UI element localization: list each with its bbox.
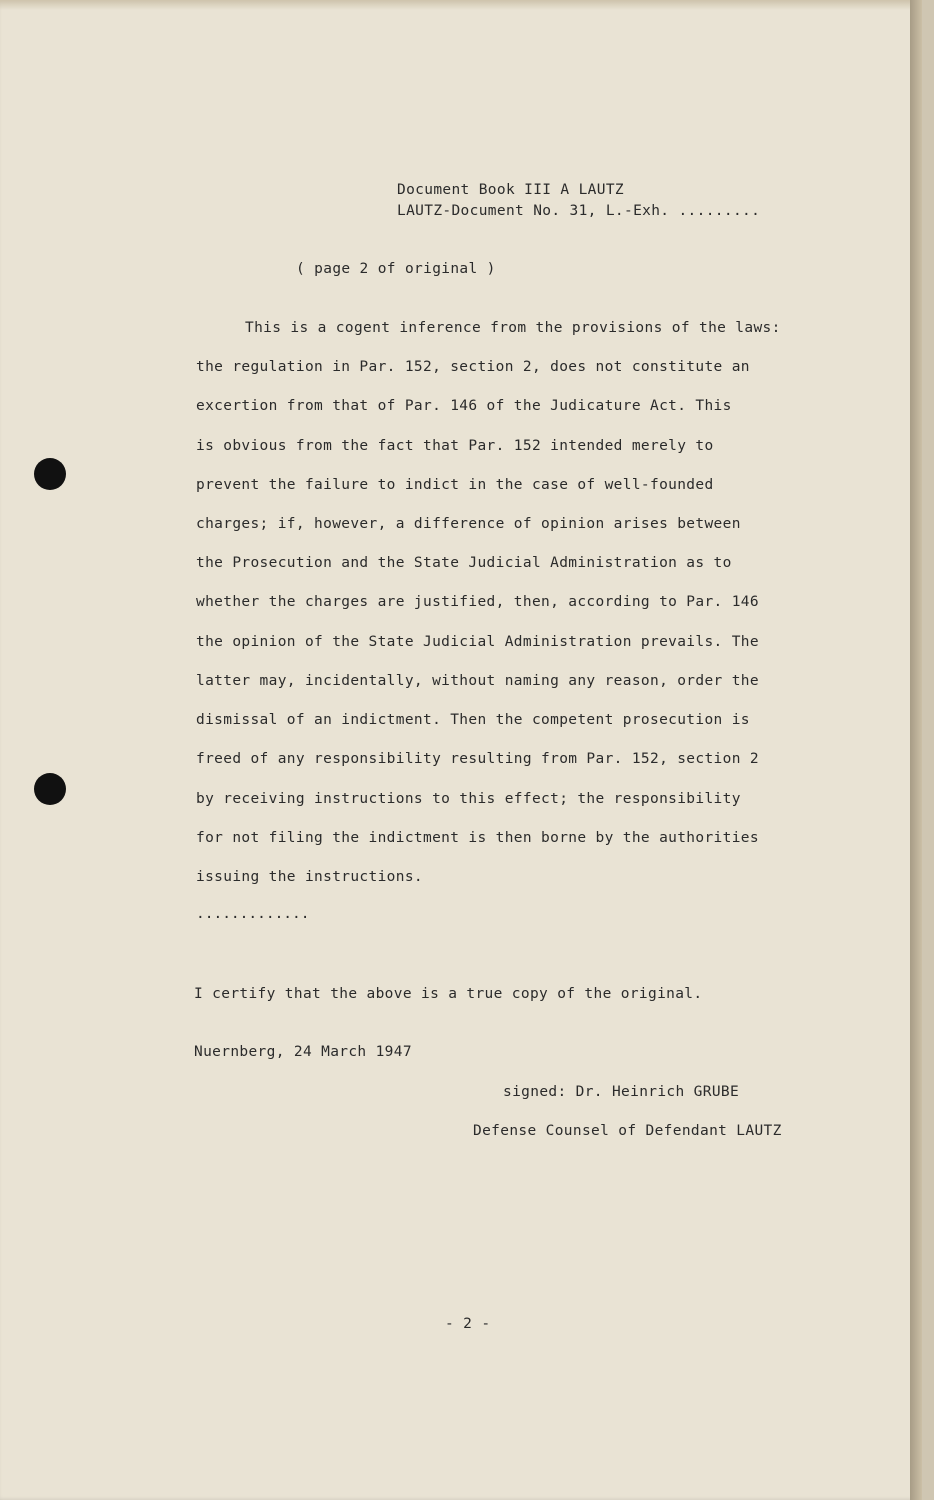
body-line: excertion from that of Par. 146 of the Judicature Act. This — [196, 398, 732, 414]
body-line: This is a cogent inference from the provisions of the laws: — [245, 320, 781, 336]
body-line: latter may, incidentally, without naming any reason, order the — [196, 673, 759, 689]
certification-statement: I certify that the above is a true copy of the original. — [194, 986, 703, 1002]
body-line: dismissal of an indictment. Then the competent prosecution is — [196, 712, 750, 728]
body-line: charges; if, however, a difference of opinion arises between — [196, 516, 741, 532]
body-line: whether the charges are justified, then, according to Par. 146 — [196, 594, 759, 610]
body-line: the Prosecution and the State Judicial Administration as to — [196, 555, 732, 571]
signer-title: Defense Counsel of Defendant LAUTZ — [473, 1123, 782, 1139]
body-line: issuing the instructions. — [196, 869, 423, 885]
signature-line: signed: Dr. Heinrich GRUBE — [503, 1084, 740, 1100]
page-right-edge — [910, 0, 922, 1500]
page-reference: ( page 2 of original ) — [296, 261, 496, 277]
punch-hole-bottom — [34, 773, 66, 805]
body-line: prevent the failure to indict in the case of well-founded — [196, 477, 714, 493]
body-line: by receiving instructions to this effect; the responsibility — [196, 791, 741, 807]
body-line: is obvious from the fact that Par. 152 intended merely to — [196, 438, 714, 454]
body-line: for not filing the indictment is then borne by the authorities — [196, 830, 759, 846]
punch-hole-top — [34, 458, 66, 490]
body-line: the opinion of the State Judicial Administration prevails. The — [196, 634, 759, 650]
ellipsis-separator: ............. — [196, 906, 310, 922]
header-line-1: Document Book III A LAUTZ — [397, 182, 624, 198]
page-number: - 2 - — [445, 1316, 491, 1332]
header-line-2: LAUTZ-Document No. 31, L.-Exh. ......... — [397, 203, 761, 219]
body-line: the regulation in Par. 152, section 2, does not constitute an — [196, 359, 750, 375]
place-and-date: Nuernberg, 24 March 1947 — [194, 1044, 412, 1060]
page-top-shadow — [0, 0, 922, 10]
body-line: freed of any responsibility resulting from Par. 152, section 2 — [196, 751, 759, 767]
